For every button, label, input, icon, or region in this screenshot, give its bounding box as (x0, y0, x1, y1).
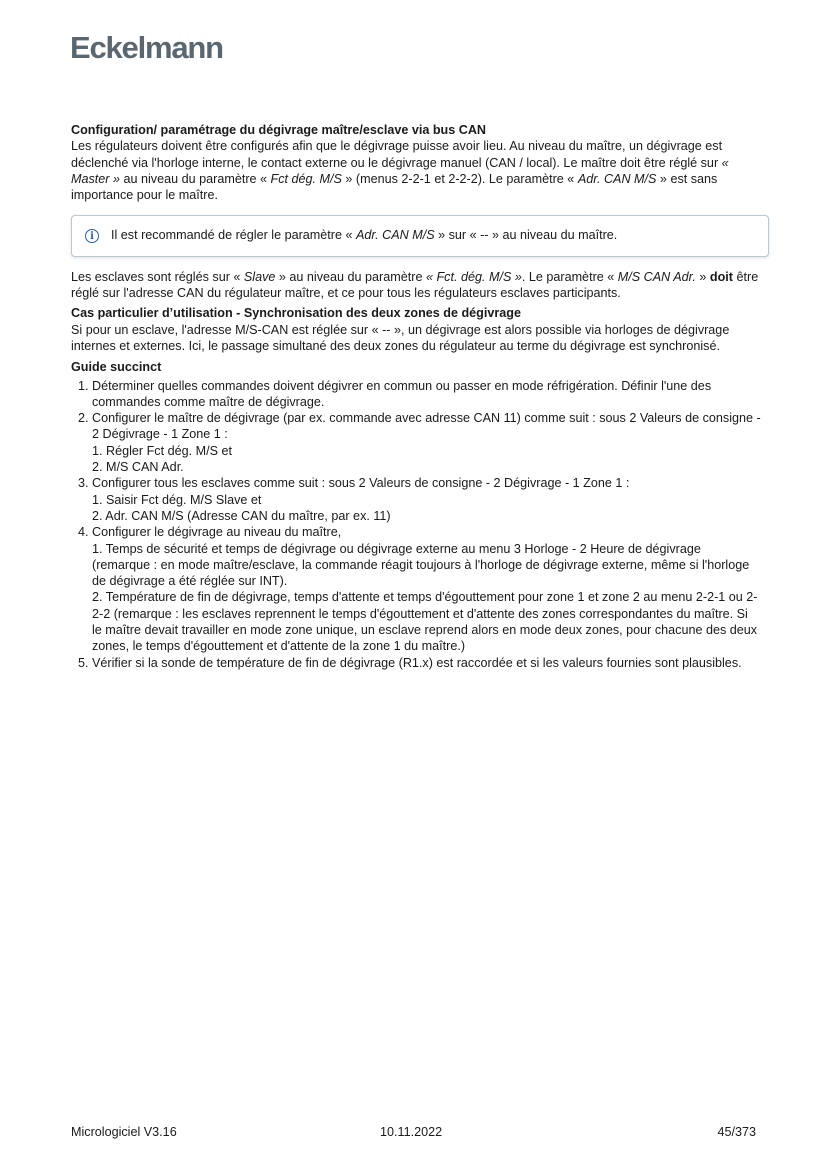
section-heading-configuration: Configuration/ paramétrage du dégivrage maître/esclave via bus CAN (71, 123, 487, 137)
guide-step: 5. Vérifier si la sonde de température de fin de dégivrage (R1.x) est raccordée et si les valeurs fournies sont plausibles. (92, 655, 761, 671)
guide-substep: 1. Saisir Fct dég. M/S Slave et (92, 492, 262, 507)
notice-text: Il est recommandé de régler le paramètre « Adr. CAN M/S » sur « -- » au niveau du maître. (111, 228, 618, 243)
footer-date: 10.11.2022 (380, 1125, 443, 1139)
paragraph-master-config: Les régulateurs doivent être configurés afin que le dégivrage puisse avoir lieu. Au niveau du maître, un dégivrage est déclenché via l'horloge interne, le contact externe ou le dégivrage manuel (CAN / local). Le maître doit être réglé sur « Master » au niveau du paramètre « Fct dég. M/S » (menus 2-2-1 et 2-2-2). Le paramètre « Adr. CAN M/S » est sans importance pour le maître. (71, 139, 729, 203)
guide-step: 3. Configurer tous les esclaves comme suit : sous 2 Valeurs de consigne - 2 Dégivrage - 1 Zone 1 : 1. Saisir Fct dég. M/S Slave et 2. Adr. CAN M/S (Adresse CAN du maître, par ex. 11) (92, 475, 761, 524)
paragraph-special-case: Si pour un esclave, l'adresse M/S-CAN est réglée sur « -- », un dégivrage est alors possible via horloges de dégivrage internes et externes. Ici, le passage simultané des deux zones du régulateur au terme du dégivrage est synchronisé. (71, 322, 730, 353)
guide-substep: 2. Température de fin de dégivrage, temps d'attente et temps d'égouttement pour zone 1 et zone 2 au menu 2-2-1 ou 2-2-2 (remarque : les esclaves reprennent le temps d'égouttement et d'attente des zones correspondantes du maître. Si le maître devait travailler en mode zone unique, un esclave reprend alors en mode deux zones, pour chacune des deux zones, le temps d'égouttement et d'attente de la zone 1 du maître.) (92, 590, 758, 654)
info-icon: i (85, 229, 99, 243)
guide-substep: 2. Adr. CAN M/S (Adresse CAN du maître, par ex. 11) (92, 508, 391, 523)
eckelmann-logo: Eckelmann (70, 30, 223, 65)
section-heading-special-case: Cas particulier d’utilisation - Synchronisation des deux zones de dégivrage (71, 306, 521, 321)
page-footer (71, 1124, 756, 1140)
guide-substep: 1. Temps de sécurité et temps de dégivrage ou dégivrage externe au menu 3 Horloge - 2 Heure de dégivrage (remarque : en mode maître/esclave, la commande réagit toujours à l'horloge de dégivrage externe, même si l'horloge de dégivrage a été réglée sur INT). (92, 541, 750, 589)
page-content (71, 122, 761, 671)
info-notice (71, 215, 769, 256)
guide-list (71, 378, 761, 671)
guide-step: 4. Configurer le dégivrage au niveau du maître, 1. Temps de sécurité et temps de dégivrage ou dégivrage externe au menu 3 Horloge - 2 Heure de dégivrage (remarque : en mode maître/esclave, la commande réagit toujours à l'horloge de dégivrage externe, même si l'horloge de dégivrage a été réglée sur INT). 2. Température de fin de dégivrage, temps d'attente et temps d'égouttement pour zone 1 et zone 2 au menu 2-2-1 ou 2-2-2 (remarque : les esclaves reprennent le temps d'égouttement et d'attente des zones correspondantes du maître. Si le maître devait travailler en mode zone unique, un esclave reprend alors en mode deux zones, pour chacune des deux zones, le temps d'égouttement et d'attente de la zone 1 du maître.) (92, 524, 761, 654)
paragraph-slave-config: Les esclaves sont réglés sur « Slave » au niveau du paramètre « Fct. dég. M/S ». Le paramètre « M/S CAN Adr. » doit être réglé sur l'adresse CAN du régulateur maître, et ce pour tous les régulateurs esclaves participants. (71, 269, 759, 301)
guide-substep: 1. Régler Fct dég. M/S et (92, 443, 232, 458)
guide-step: 1. Déterminer quelles commandes doivent dégivrer en commun ou passer en mode réfrigération. Définir l'une des commandes comme maître de dégivrage. (92, 378, 761, 411)
section-heading-guide: Guide succinct (71, 360, 162, 375)
footer-firmware-version: Micrologiciel V3.16 (71, 1125, 177, 1139)
guide-substep: 2. M/S CAN Adr. (92, 460, 184, 475)
footer-page-number: 45/373 (717, 1125, 756, 1139)
guide-step: 2. Configurer le maître de dégivrage (par ex. commande avec adresse CAN 11) comme suit : sous 2 Valeurs de consigne - 2 Dégivrage - 1 Zone 1 : 1. Régler Fct dég. M/S et 2. M/S CAN Adr. (92, 410, 761, 475)
